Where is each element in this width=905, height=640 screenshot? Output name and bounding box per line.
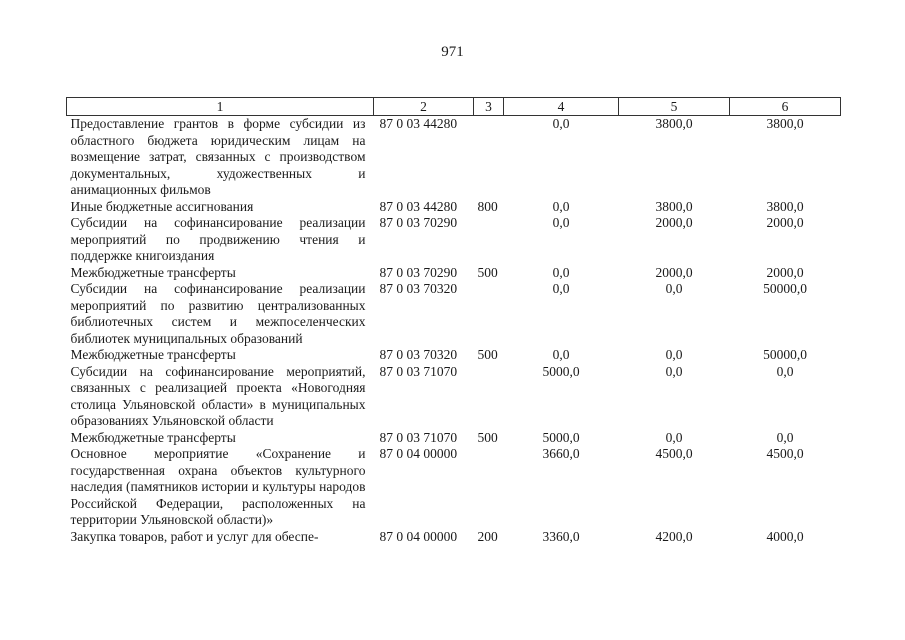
row-value-5: 0,0 bbox=[665, 281, 683, 296]
row-code: 87 0 03 70320 bbox=[379, 347, 458, 362]
row-value-4: 0,0 bbox=[552, 198, 570, 214]
row-vr: 800 bbox=[477, 198, 498, 214]
row-vr: 500 bbox=[477, 264, 498, 280]
table-row bbox=[67, 199, 841, 216]
row-value-5: 0,0 bbox=[665, 347, 683, 362]
row-name: Субсидии на софинансирование реализации мероприятий по развитию централизованных библиотечных систем и межпоселенческих библиотек муниципальных образований bbox=[70, 281, 366, 346]
column-header-1: 1 bbox=[67, 98, 374, 116]
row-value-6: 2000,0 bbox=[766, 215, 804, 230]
row-value-6: 4000,0 bbox=[766, 528, 804, 544]
column-header-4: 4 bbox=[504, 98, 619, 116]
row-value-4: 0,0 bbox=[552, 116, 570, 131]
row-vr bbox=[474, 116, 504, 199]
table-row bbox=[67, 430, 841, 447]
row-value-4: 0,0 bbox=[552, 264, 570, 280]
row-code: 87 0 03 44280 bbox=[379, 116, 458, 131]
table-header-row bbox=[67, 98, 841, 116]
row-code: 87 0 03 70320 bbox=[379, 281, 458, 296]
row-vr bbox=[474, 281, 504, 347]
row-name: Субсидии на софинансирование реализации мероприятий по продвижению чтения и поддержке книгоиздания bbox=[70, 215, 366, 263]
row-vr: 200 bbox=[477, 528, 498, 544]
row-value-5: 3800,0 bbox=[655, 198, 693, 214]
column-header-5: 5 bbox=[619, 98, 730, 116]
row-value-4: 0,0 bbox=[552, 281, 570, 296]
row-value-5: 0,0 bbox=[665, 363, 683, 379]
row-vr bbox=[474, 215, 504, 265]
table-row bbox=[67, 215, 841, 265]
row-name: Субсидии на софинансирование мероприятий, связанных с реализацией проекта «Новогодняя столица Ульяновской области» в муниципальных образованиях Ульяновской области bbox=[70, 363, 366, 428]
row-value-4: 5000,0 bbox=[542, 363, 580, 379]
row-value-6: 4500,0 bbox=[766, 446, 804, 461]
row-value-5: 2000,0 bbox=[655, 264, 693, 280]
row-name: Основное мероприятие «Сохранение и государственная охрана объектов культурного наследия (памятников истории и культуры народов Российской Федерации, расположенных на территории Ульяновской области)» bbox=[70, 446, 366, 527]
row-code: 87 0 03 71070 bbox=[379, 429, 458, 445]
row-value-5: 2000,0 bbox=[655, 215, 693, 230]
row-value-4: 3360,0 bbox=[542, 528, 580, 544]
row-vr bbox=[474, 364, 504, 430]
row-value-5: 0,0 bbox=[665, 429, 683, 445]
row-value-6: 50000,0 bbox=[763, 347, 807, 362]
row-code: 87 0 04 00000 bbox=[379, 446, 458, 461]
column-header-6: 6 bbox=[730, 98, 841, 116]
row-value-6: 3800,0 bbox=[766, 198, 804, 214]
row-value-4: 3660,0 bbox=[542, 446, 580, 461]
column-header-3: 3 bbox=[474, 98, 504, 116]
table-row bbox=[67, 364, 841, 430]
row-name: Иные бюджетные ассигнования bbox=[70, 198, 254, 214]
table-row bbox=[67, 116, 841, 199]
column-header-2: 2 bbox=[374, 98, 474, 116]
row-value-5: 3800,0 bbox=[655, 116, 693, 131]
row-name: Межбюджетные трансферты bbox=[70, 429, 236, 445]
row-value-4: 0,0 bbox=[552, 347, 570, 362]
row-code: 87 0 03 71070 bbox=[379, 363, 458, 379]
row-code: 87 0 04 00000 bbox=[379, 528, 458, 544]
row-value-4: 0,0 bbox=[552, 215, 570, 230]
row-value-6: 50000,0 bbox=[763, 281, 807, 296]
row-code: 87 0 03 70290 bbox=[379, 215, 458, 230]
row-name: Закупка товаров, работ и услуг для обеспе- bbox=[70, 528, 319, 544]
page-number: 971 bbox=[441, 44, 464, 60]
row-name: Предоставление грантов в форме субсидии из областного бюджета юридическим лицам на возмещение затрат, связанных с производством документальных, художественных и анимационных фильмов bbox=[70, 116, 366, 197]
table-row bbox=[67, 529, 841, 546]
row-vr bbox=[474, 446, 504, 529]
row-name: Межбюджетные трансферты bbox=[70, 347, 236, 362]
row-value-5: 4500,0 bbox=[655, 446, 693, 461]
table-row bbox=[67, 446, 841, 529]
row-code: 87 0 03 44280 bbox=[379, 198, 458, 214]
row-value-6: 0,0 bbox=[776, 429, 794, 445]
table-row bbox=[67, 281, 841, 347]
row-value-5: 4200,0 bbox=[655, 528, 693, 544]
row-code: 87 0 03 70290 bbox=[379, 264, 458, 280]
row-vr: 500 bbox=[477, 347, 498, 362]
row-value-6: 2000,0 bbox=[766, 264, 804, 280]
table-row bbox=[67, 265, 841, 282]
table-row bbox=[67, 347, 841, 364]
budget-table bbox=[66, 97, 841, 545]
row-vr: 500 bbox=[477, 429, 498, 445]
row-value-6: 0,0 bbox=[776, 363, 794, 379]
row-value-4: 5000,0 bbox=[542, 429, 580, 445]
row-value-6: 3800,0 bbox=[766, 116, 804, 131]
row-name: Межбюджетные трансферты bbox=[70, 264, 236, 280]
